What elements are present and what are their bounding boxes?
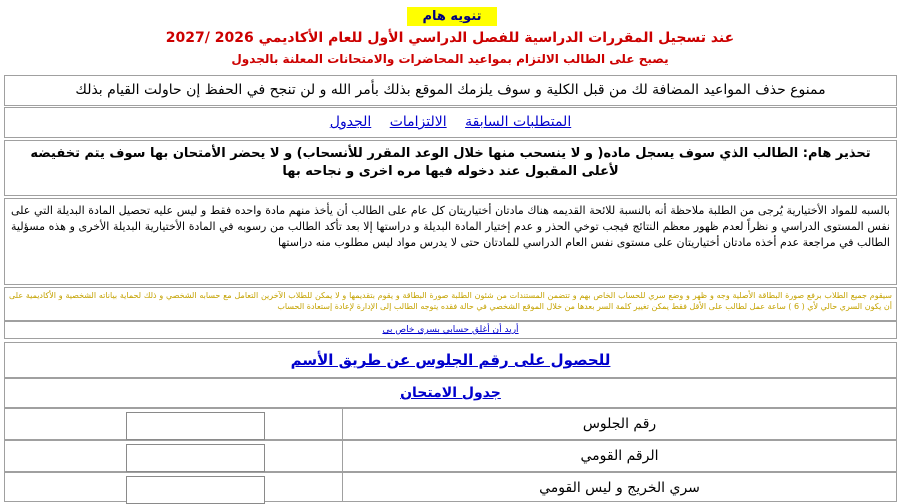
graduate-password-label: سري الخريج و ليس القومي: [342, 473, 896, 501]
form-row-national-id: [4, 440, 897, 472]
seat-number-by-name-link[interactable]: للحصول على رقم الجلوس عن طريق الأسم: [290, 351, 611, 369]
exam-schedule-link[interactable]: جدول الامتحان: [400, 385, 501, 401]
elective-note: بالسبه للمواد الأختيارية يُرجى من الطلبة ملاحظة أنه بالنسبة للائحة القديمه هناك مادتان أختياريتان كل عام على الطالب أن يأخذ منهم مادة واحده فقط و ليس عليه تحصيل المادة البديلة التي على نفس المستوى الدراسي و نظراً لعدم ظهور معظم النتائج فيجب توخي الحذر و عدم إختيار المادة البديلة و دراستها إلا بعد تأكد الطالب من رسوبه في المادة الأختيارية البديلة الأخرى و هذه مسؤلية الطالب في مراجعة عدم أخذه مادتان أختياريتان على مستوى نفس العام الدراسي للمادتان حتى لا يدرس مواد ليس مطلوب منه دراستها: [4, 198, 897, 285]
exam-schedule-row: [4, 378, 897, 408]
link-prerequisites[interactable]: المتطلبات السابقة: [465, 114, 572, 130]
close-account-link[interactable]: أريد أن أغلق حسابي بسري خاص بي: [382, 325, 519, 335]
notice-badge: تنويه هام: [407, 7, 497, 26]
graduate-password-input[interactable]: [126, 476, 265, 504]
links-bar: [4, 107, 897, 138]
privacy-row: [4, 321, 897, 339]
national-id-label: الرقم القومي: [342, 441, 896, 471]
delete-warning: ممنوع حذف المواعيد المضافة لك من قبل الكلية و سوف يلزمك الموقع بذلك بأمر الله و لن تنجح في الحفظ إن حاولت القيام بذلك: [4, 75, 897, 106]
link-commitments[interactable]: الالتزامات: [389, 114, 447, 130]
form-row-graduate-password: [4, 472, 897, 502]
registration-subline: يصبح على الطالب الالتزام بمواعيد المحاضرات والامتحانات المعلنة بالجدول: [231, 52, 669, 66]
link-schedule[interactable]: الجدول: [329, 114, 372, 130]
national-id-input[interactable]: [126, 444, 265, 472]
withdraw-warning: تحذير هام: الطالب الذي سوف يسجل ماده( و لا ينسحب منها خلال الوعد المقرر للأنسحاب) و لا يحضر الأمتحان بها سوف يتم تخفيضه لأعلى المقبول عند دخوله فيها مره اخرى و نجاحه بها: [4, 140, 897, 196]
id-upload-note: سيقوم جميع الطلاب برفع صورة البطاقة الأصلية وجه و ظهر و وضع سري للحساب الخاص بهم و تتضمن المستندات من شئون الطلبة صورة البطاقة و يقوم بتقديمها و لا يمكن للطلاب الآخرين التعامل مع حسابه الشخصي و ذلك لحماية بياناته الشخصية و الأكاديمية على أن يكون السري حالي لأي ( 6 ) ساعة عمل لطالب على الأقل فقط يمكن تغيير كلمة السر بعدها من خلال الموقع الشخصي في حالة فقده يتوجه الطالب إلى الإدارة لإعادة إستعادة الحساب: [4, 287, 897, 321]
seat-number-label: رقم الجلوس: [342, 409, 896, 439]
seat-number-row: [4, 342, 897, 378]
seat-number-input[interactable]: [126, 412, 265, 440]
form-row-seat: [4, 408, 897, 440]
registration-headline: عند تسجيل المقررات الدراسية للفصل الدراسي الأول للعام الأكاديمي 2026 /2027: [165, 30, 735, 46]
